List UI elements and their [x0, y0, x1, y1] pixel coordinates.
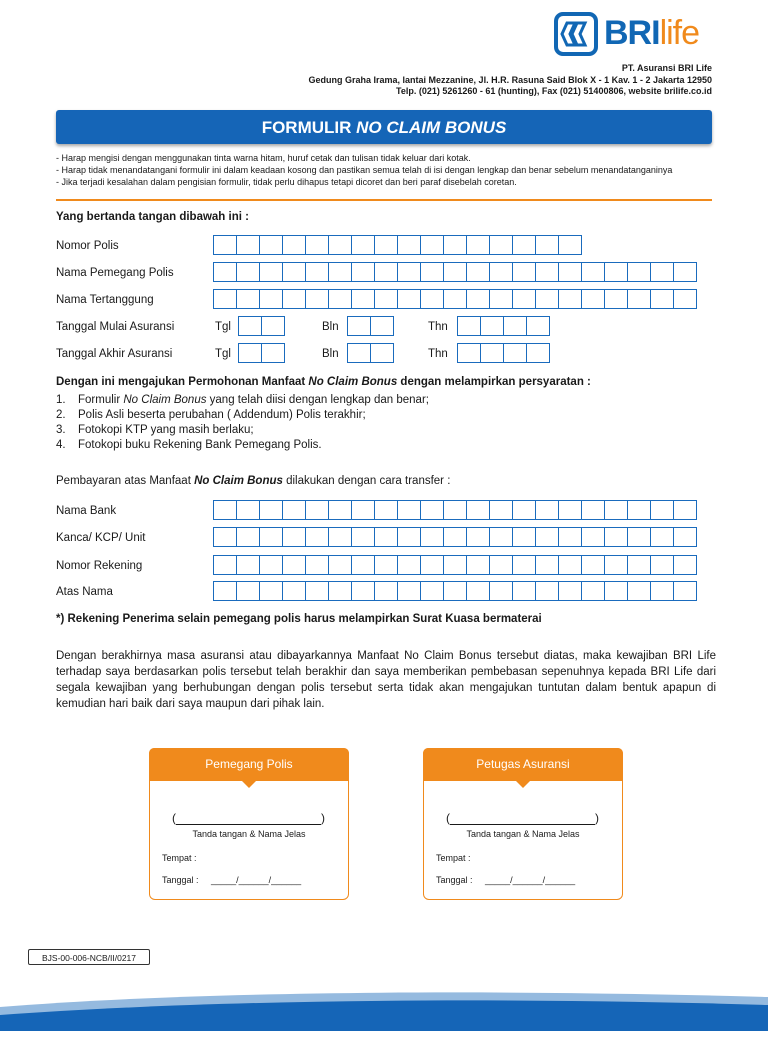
company-address: Gedung Graha Irama, lantai Mezzanine, Jl. H.R. Rasuna Said Blok X - 1 Kav. 1 - 2 Jakarta 12950	[308, 75, 712, 85]
place-label: Tempat :	[436, 853, 471, 863]
start-day-field[interactable]	[238, 316, 285, 336]
requirements-list	[56, 393, 429, 453]
insured-label: Nama Tertanggung	[56, 294, 154, 306]
brand-logo: BRIlife	[604, 14, 700, 52]
section-heading: Yang bertanda tangan dibawah ini :	[56, 211, 249, 223]
bank-name-label: Nama Bank	[56, 505, 117, 517]
form-title: FORMULIR NO CLAIM BONUS	[56, 110, 712, 144]
list-item: 2. Polis Asli beserta perubahan ( Addendum) Polis terakhir;	[56, 409, 366, 421]
date-label: Tanggal : _____/______/______	[162, 875, 302, 885]
end-year-field[interactable]	[457, 343, 550, 363]
divider	[56, 199, 712, 201]
account-name-label: Atas Nama	[56, 586, 113, 598]
officer-signature-box[interactable]	[423, 748, 623, 900]
month-label: Bln	[322, 348, 339, 360]
signature-caption: Tanda tangan & Nama Jelas	[192, 829, 306, 839]
year-label: Thn	[428, 321, 448, 333]
policy-holder-field[interactable]	[213, 262, 697, 282]
signature-line: ( )	[172, 811, 325, 825]
requirements-heading: Dengan ini mengajukan Permohonan Manfaat No Claim Bonus dengan melampirkan persyaratan :	[56, 376, 591, 388]
instruction-item: - Harap tidak menandatangani formulir ini dalam keadaan kosong dan pastikan semua telah di isi dengan lengkap dan benar sebelum menandatanganinya	[56, 165, 673, 175]
date-label: Tanggal : _____/______/______	[436, 875, 576, 885]
day-label: Tgl	[215, 348, 231, 360]
start-date-label: Tanggal Mulai Asuransi	[56, 321, 175, 333]
policy-number-field[interactable]	[213, 235, 582, 255]
list-item: 4. Fotokopi buku Rekening Bank Pemegang Polis.	[56, 439, 322, 451]
branch-field[interactable]	[213, 527, 697, 547]
branch-label: Kanca/ KCP/ Unit	[56, 532, 146, 544]
signature-line: ( )	[446, 811, 599, 825]
place-label: Tempat :	[162, 853, 197, 863]
instruction-item: - Harap mengisi dengan menggunakan tinta warna hitam, huruf cetak dan tulisan tidak keluar dari kotak.	[56, 153, 471, 163]
end-date-label: Tanggal Akhir Asuransi	[56, 348, 173, 360]
instructions	[56, 152, 672, 188]
logo-icon	[554, 12, 598, 56]
policy-number-label: Nomor Polis	[56, 240, 119, 252]
list-item: 1. Formulir No Claim Bonus yang telah diisi dengan lengkap dan benar;	[56, 394, 429, 406]
end-month-field[interactable]	[347, 343, 394, 363]
account-number-label: Nomor Rekening	[56, 560, 143, 572]
company-name: PT. Asuransi BRI Life	[621, 63, 712, 73]
instruction-item: - Jika terjadi kesalahan dalam pengisian formulir, tidak perlu dihapus tetapi dicoret dan beri paraf disebelah coretan.	[56, 177, 517, 187]
insured-field[interactable]	[213, 289, 697, 309]
bank-name-field[interactable]	[213, 500, 697, 520]
start-month-field[interactable]	[347, 316, 394, 336]
policy-holder-signature-box[interactable]	[149, 748, 349, 900]
statement-paragraph: Dengan berakhirnya masa asuransi atau dibayarkannya Manfaat No Claim Bonus tersebut diatas, maka kewajiban BRI Life terhadap saya berdasarkan polis tersebut telah berakhir dan saya memberikan pembebasan sepenuhnya kepada BRI Life dari segala kewajiban yang berhubungan dengan polis tersebut serta tidak akan mengajukan tuntutan dalam bentuk apapun di kemudian hari baik dari saya maupun dari pihak lain.	[56, 650, 716, 710]
company-contact: Telp. (021) 5261260 - 61 (hunting), Fax (021) 51400806, website brilife.co.id	[396, 86, 712, 96]
policy-holder-label: Nama Pemegang Polis	[56, 267, 174, 279]
account-note: *) Rekening Penerima selain pemegang polis harus melampirkan Surat Kuasa bermaterai	[56, 613, 542, 625]
day-label: Tgl	[215, 321, 231, 333]
signature-box-title: Petugas Asuransi	[423, 748, 623, 781]
payment-intro: Pembayaran atas Manfaat No Claim Bonus dilakukan dengan cara transfer :	[56, 475, 451, 487]
footer-wave	[0, 978, 768, 1038]
month-label: Bln	[322, 321, 339, 333]
start-year-field[interactable]	[457, 316, 550, 336]
signature-box-title: Pemegang Polis	[149, 748, 349, 781]
year-label: Thn	[428, 348, 448, 360]
account-number-field[interactable]	[213, 555, 697, 575]
account-name-field[interactable]	[213, 581, 697, 601]
form-code: BJS-00-006-NCB/II/0217	[28, 949, 150, 965]
list-item: 3. Fotokopi KTP yang masih berlaku;	[56, 424, 254, 436]
end-day-field[interactable]	[238, 343, 285, 363]
signature-caption: Tanda tangan & Nama Jelas	[466, 829, 580, 839]
